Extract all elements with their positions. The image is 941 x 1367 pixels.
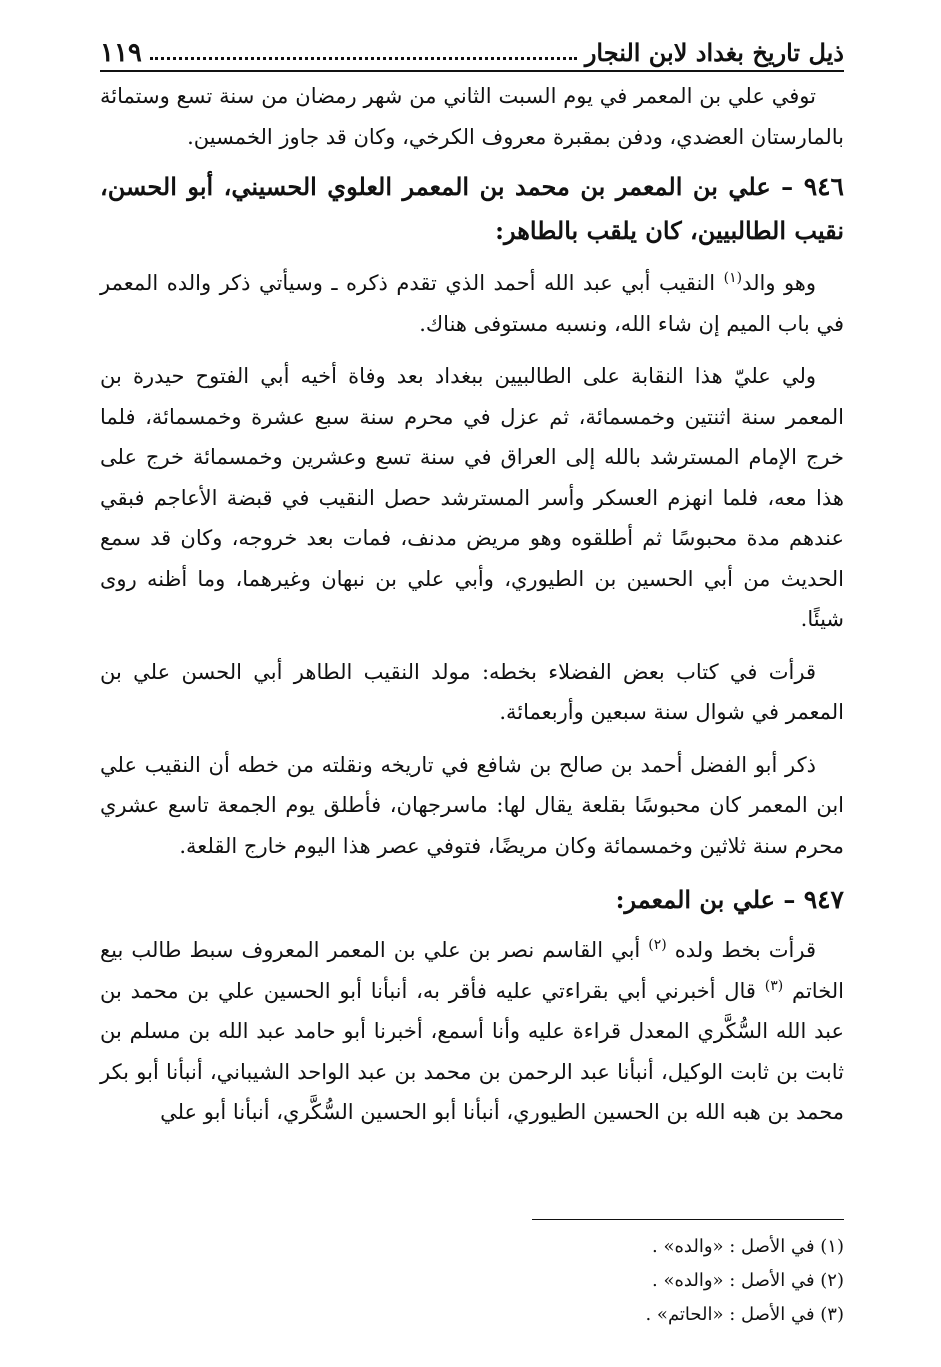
entry-title: – علي بن المعمر: [615, 885, 804, 914]
paragraph [100, 930, 844, 1133]
main-text [100, 76, 844, 1145]
entry-heading-947 [100, 878, 844, 922]
paragraph-text: وهو والد [742, 271, 817, 295]
footnote-ref: (١) [723, 270, 743, 286]
running-header [100, 30, 844, 70]
paragraph-text: النقيب أبي عبد الله أحمد الذي تقدم ذكره ـ وسيأتي ذكر والده المعمر في باب الميم إن شاء الله، ونسبه مستوفى هناك. [100, 271, 844, 336]
footnote: (٣) في الأصل : «الحاتم» . [645, 1304, 844, 1325]
header-dot-leader [150, 56, 577, 60]
paragraph: ولي عليّ هذا النقابة على الطالبيين ببغداد بعد وفاة أخيه أبي الفتوح حيدرة بن المعمر سنة اثنتين وخمسمائة، ثم عزل في محرم سنة سبع عشرة وخمسمائة، فلما خرج الإمام المسترشد بالله إلى العراق في سنة تسع وعشرين وخمسمائة خرج على هذا معه، فلما انهزم العسكر وأسر المسترشد حصل النقيب في قبضة الأعاجم فبقي عندهم مدة محبوسًا ثم أطلقوه وهو مريض مدنف، فمات بعد خروجه، وكان قد سمع الحديث من أبي الحسين بن الطيوري، وأبي علي بن نبهان وغيرهما، وما أظنه روى شيئًا. [100, 364, 844, 631]
paragraph: ذكر أبو الفضل أحمد بن صالح بن شافع في تاريخه ونقلته من خطه أن النقيب علي ابن المعمر كان محبوسًا بقلعة يقال لها: ماسرجهان، فأطلق يوم الجمعة تاسع عشري محرم سنة ثلاثين وخمسمائة وكان مريضًا، فتوفي عصر هذا اليوم خارج القلعة. [100, 752, 844, 858]
footnote-ref: (٣) [764, 977, 784, 994]
entry-heading-946 [100, 165, 844, 253]
paragraph-text: أبي القاسم نصر بن علي بن المعمر المعروف سبط طالب بيع الخاتم [100, 938, 844, 1003]
header-rule [100, 70, 844, 72]
book-title: ذيل تاريخ بغداد لابن النجار [584, 38, 844, 67]
entry-number: ٩٤٧ [803, 885, 844, 914]
paragraph: قرأت في كتاب بعض الفضلاء بخطه: مولد النقيب الطاهر أبي الحسن علي بن المعمر في شوال سنة سبعين وأربعمائة. [100, 659, 844, 724]
footnote-rule [532, 1219, 844, 1220]
entry-title: – علي بن المعمر بن محمد بن المعمر العلوي الحسيني، أبو الحسن، نقيب الطالبيين، كان يلقب بالطاهر: [100, 172, 844, 245]
paragraph-text: قرأت بخط ولده [666, 938, 816, 962]
footnote: (١) في الأصل : «والده» . [652, 1236, 844, 1257]
footnote-ref: (٢) [648, 937, 667, 953]
footnotes [344, 1230, 844, 1332]
entry-number: ٩٤٦ [803, 172, 844, 201]
paragraph-intro: توفي علي بن المعمر في يوم السبت الثاني من شهر رمضان من سنة تسع وستمائة بالمارستان العضدي، ودفن بمقبرة معروف الكرخي، وكان قد جاوز الخمسين. [100, 84, 844, 149]
page-number: ١١٩ [100, 38, 142, 68]
paragraph [100, 263, 844, 344]
paragraph-text: قال أخبرني أبي بقراءتي عليه فأقر به، أنبأنا أبو الحسين علي بن محمد بن عبد الله السُّكَّري المعدل قراءة عليه وأنا أسمع، أخبرنا أبو حامد عبد الله بن مسلم بن ثابت بن ثابت الوكيل، أنبأنا عبد الرحمن بن محمد بن عبد الواحد الشيباني، أنبأنا أبو بكر محمد بن هبه الله بن الحسين الطيوري، أنبأنا أبو الحسين السُّكَّري، أنبأنا أبو علي [100, 978, 844, 1124]
footnote: (٢) في الأصل : «والده» . [652, 1270, 844, 1291]
